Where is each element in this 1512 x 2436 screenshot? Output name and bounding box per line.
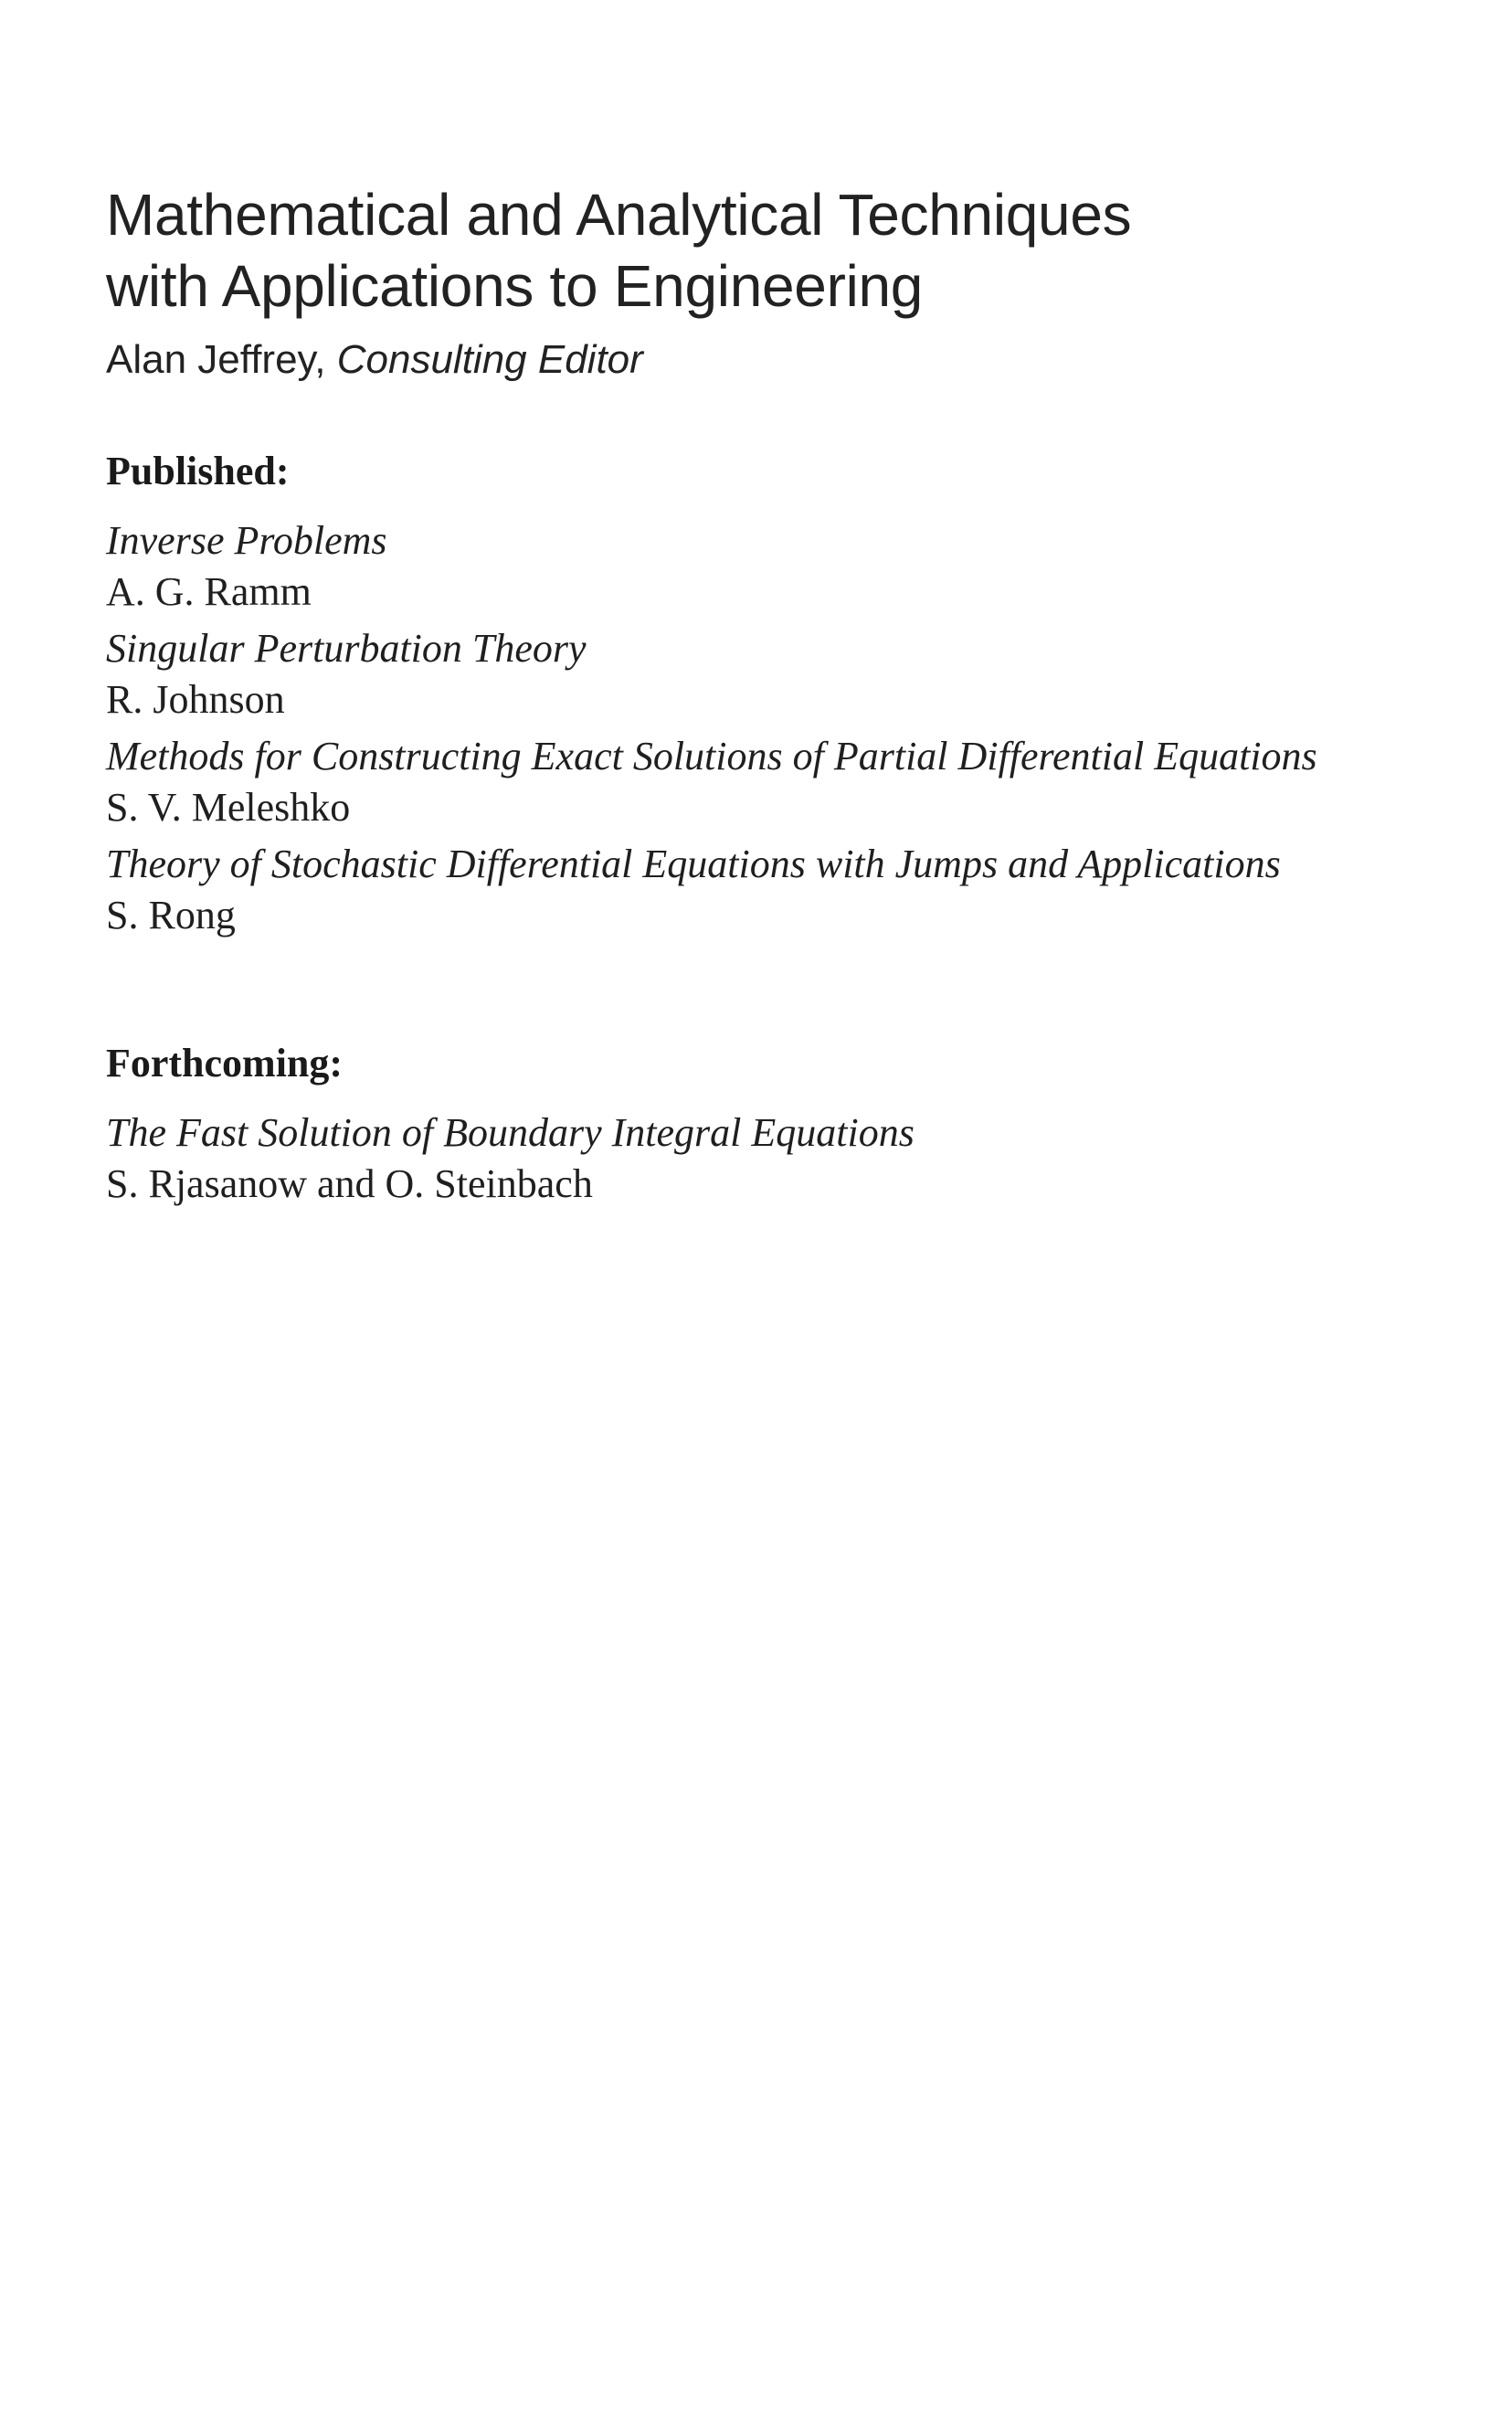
book-title: Singular Perturbation Theory [106,626,587,671]
series-editor [106,334,1403,386]
forthcoming-heading: Forthcoming: [106,1041,344,1086]
book-author: S. Rong [106,893,236,937]
book-author: R. Johnson [106,677,285,722]
book-author: S. Rjasanow and O. Steinbach [106,1161,593,1206]
series-title-line-2: with Applications to Engineering [106,253,924,319]
published-heading: Published: [106,449,290,493]
series-header [106,179,1403,386]
editor-role: Consulting Editor [336,337,643,382]
published-section [106,446,1458,947]
book-title: Theory of Stochastic Differential Equations with Jumps and Applications [106,842,1281,886]
series-title-line-1: Mathematical and Analytical Techniques [106,182,1132,248]
book-entry [106,515,1458,618]
book-author: A. G. Ramm [106,569,312,614]
book-entry [106,839,1458,941]
book-title: Methods for Constructing Exact Solutions of Partial Differential Equations [106,734,1317,778]
book-entry [106,623,1458,726]
editor-name: Alan Jeffrey, [106,337,326,382]
book-title: Inverse Problems [106,518,387,563]
series-title [106,179,1403,322]
book-entry [106,731,1458,833]
book-author: S. V. Meleshko [106,785,351,830]
book-entry [106,1107,1458,1210]
forthcoming-section [106,1038,1458,1215]
book-title: The Fast Solution of Boundary Integral Equations [106,1110,915,1155]
